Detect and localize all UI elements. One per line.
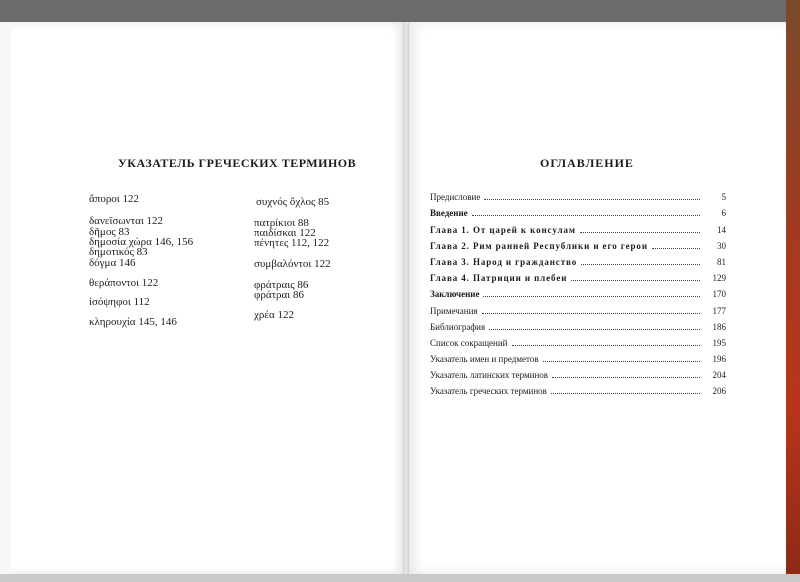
greek-term: συμβαλόντοι 122 <box>254 258 331 270</box>
toc-entry-label: Введение <box>430 208 468 218</box>
toc-leader-dots <box>512 345 701 346</box>
toc-entry-latin-index[interactable] <box>430 370 726 380</box>
greek-term: χρέα 122 <box>254 309 295 321</box>
toc-leader-dots <box>482 313 700 314</box>
greek-term: παιδίσκαι 122 <box>254 227 316 239</box>
toc-leader-dots <box>581 264 700 265</box>
toc-entry-label: Предисловие <box>430 192 481 202</box>
greek-term: δημοσία χώρα 146, 156 <box>89 236 194 248</box>
greek-term: φράτραι 86 <box>254 289 304 301</box>
toc-leader-dots <box>472 215 700 216</box>
greek-term: δόγμα 146 <box>89 257 136 269</box>
toc-entry-page: 195 <box>712 338 726 348</box>
toc-entry-chapter-4[interactable] <box>430 273 726 283</box>
toc-leader-dots <box>571 280 700 281</box>
toc-entry-page: 30 <box>717 241 726 251</box>
toc-entry-label: Указатель латинских терминов <box>430 370 549 380</box>
toc-entry-conclusion[interactable] <box>430 289 726 299</box>
toc-entry-page: 129 <box>712 273 726 283</box>
greek-term: δανεῖσωνται 122 <box>89 215 164 227</box>
toc-entry-page: 196 <box>712 354 726 364</box>
toc-leader-dots <box>484 199 700 200</box>
toc-entry-page: 81 <box>717 257 726 267</box>
greek-term: φράτραις 86 <box>254 279 309 291</box>
toc-leader-dots <box>489 329 700 330</box>
greek-term: δημοτικός 83 <box>89 246 148 258</box>
greek-term: ἰσόψηφοι 112 <box>89 296 150 308</box>
toc-entry-page: 5 <box>721 192 726 202</box>
toc-leader-dots <box>552 377 700 378</box>
left-page <box>10 22 406 574</box>
toc-entry-page: 177 <box>712 306 726 316</box>
toc-entry-page: 170 <box>712 289 726 299</box>
greek-term: πατρίκιοι 88 <box>254 217 309 229</box>
toc-entry-chapter-1[interactable] <box>430 225 726 235</box>
toc-entry-page: 206 <box>712 386 726 396</box>
cover-edge-bottom <box>0 574 800 582</box>
toc-entry-label: Глава 1. От царей к консулам <box>430 225 576 235</box>
toc-entry-greek-index[interactable] <box>430 386 726 396</box>
toc-entry-bibliography[interactable] <box>430 322 726 332</box>
greek-term: πένητες 112, 122 <box>254 237 330 249</box>
toc-entry-label: Глава 4. Патриции и плебеи <box>430 273 568 283</box>
toc-entry-notes[interactable] <box>430 306 726 316</box>
greek-term: ἄποροι 122 <box>89 193 140 205</box>
cover-edge-right <box>786 0 800 582</box>
toc-leader-dots <box>652 248 700 249</box>
greek-term: συχνός ὄχλος 85 <box>256 196 330 208</box>
toc-leader-dots <box>551 393 700 394</box>
greek-term: δῆμος 83 <box>89 226 130 238</box>
toc-entry-label: Библиография <box>430 322 486 332</box>
toc-title: ОГЛАВЛЕНИЕ <box>540 156 634 170</box>
toc-entry-chapter-3[interactable] <box>430 257 726 267</box>
toc-entry-label: Список сокращений <box>430 338 508 348</box>
toc-leader-dots <box>483 296 700 297</box>
toc-entry-abbreviations[interactable] <box>430 338 726 348</box>
greek-term: θεράποντοι 122 <box>89 277 159 289</box>
toc-entry-label: Заключение <box>430 289 480 299</box>
toc-entry-page: 6 <box>721 208 726 218</box>
toc-entry-introduction[interactable] <box>430 208 726 218</box>
cover-edge-top <box>0 0 800 22</box>
toc-entry-page: 186 <box>712 322 726 332</box>
greek-term: κληρουχία 145, 146 <box>89 316 177 328</box>
book-gutter <box>403 22 409 574</box>
toc-leader-dots <box>543 361 700 362</box>
toc-entry-name-index[interactable] <box>430 354 726 364</box>
toc-entry-preface[interactable] <box>430 192 726 202</box>
toc-entry-label: Указатель греческих терминов <box>430 386 547 396</box>
toc-entry-page: 14 <box>717 225 726 235</box>
greek-index-title: УКАЗАТЕЛЬ ГРЕЧЕСКИХ ТЕРМИНОВ <box>118 156 357 170</box>
toc-entry-page: 204 <box>712 370 726 380</box>
toc-leader-dots <box>580 232 700 233</box>
toc-entry-label: Глава 2. Рим ранней Республики и его герои <box>430 241 648 251</box>
toc-entry-label: Примечания <box>430 306 478 316</box>
toc-entry-label: Указатель имен и предметов <box>430 354 539 364</box>
toc-entry-chapter-2[interactable] <box>430 241 726 251</box>
toc-entry-label: Глава 3. Народ и гражданство <box>430 257 578 267</box>
